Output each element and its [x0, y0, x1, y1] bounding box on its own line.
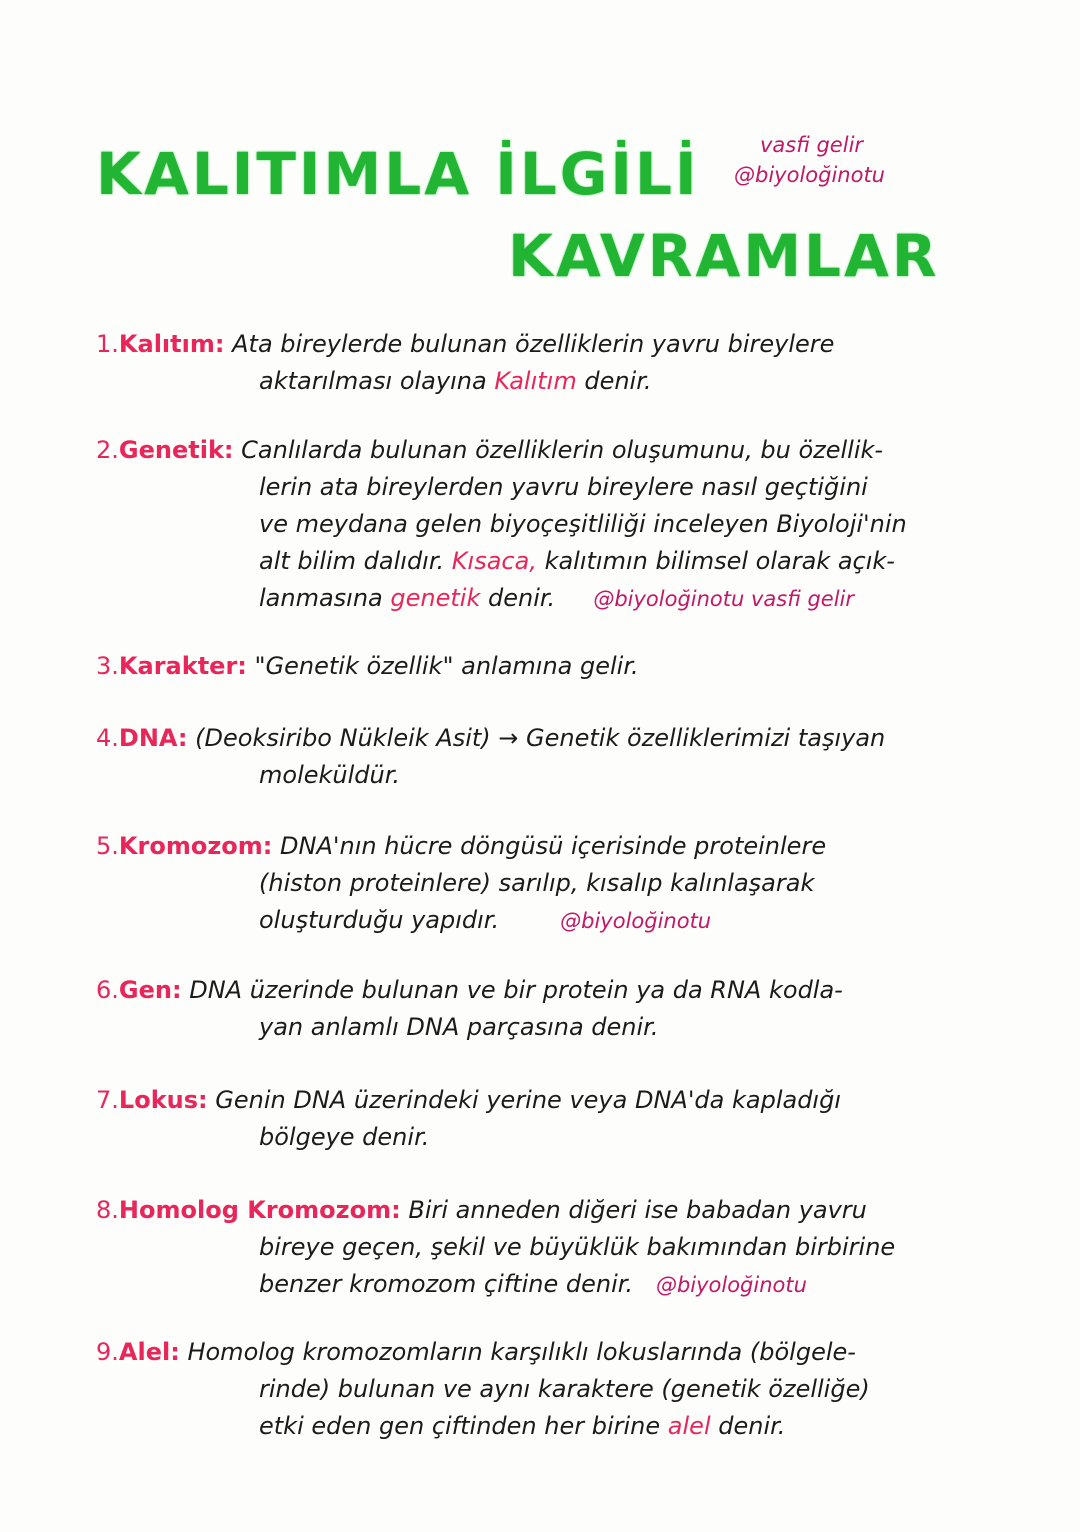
- page-title-line-1: KALITIMLA İLGİLİ: [96, 140, 700, 208]
- entry-dna: [96, 720, 1036, 794]
- entry-term: Genetik:: [118, 436, 234, 464]
- entry-lokus: [96, 1082, 1036, 1156]
- entry-number: 5.: [96, 832, 119, 860]
- entry-text: bireye geçen, şekil ve büyüklük bakımından birbirine: [259, 1233, 896, 1261]
- entry-text: oluşturduğu yapıdır.: [259, 906, 500, 934]
- highlight-term: alel: [667, 1412, 711, 1440]
- entry-text: bölgeye denir.: [259, 1123, 430, 1151]
- author-handle: @biyoloğinotu: [734, 163, 885, 187]
- entry-text: Genin DNA üzerindeki yerine veya DNA'da kapladığı: [215, 1086, 841, 1114]
- author-signature: [734, 130, 885, 190]
- entry-text: alt bilim dalıdır.: [259, 547, 445, 575]
- entry-number: 7.: [96, 1086, 119, 1114]
- entry-text: Ata bireylerde bulunan özelliklerin yavru bireylere: [232, 330, 835, 358]
- entry-number: 6.: [96, 976, 119, 1004]
- entry-number: 1.: [96, 330, 119, 358]
- entry-text: aktarılması olayına: [259, 367, 487, 395]
- entry-text: denir.: [584, 367, 652, 395]
- entry-text: kalıtımın bilimsel olarak açık-: [544, 547, 895, 575]
- highlight-term: genetik: [390, 584, 481, 612]
- entry-text: benzer kromozom çiftine denir.: [259, 1270, 634, 1298]
- entry-karakter: [96, 648, 1036, 685]
- entry-homolog-kromozom: [96, 1192, 1036, 1304]
- entry-text: lanmasına: [259, 584, 383, 612]
- entry-text: DNA üzerinde bulunan ve bir protein ya da RNA kodla-: [189, 976, 843, 1004]
- entry-text: "Genetik özellik" anlamına gelir.: [254, 652, 639, 680]
- entry-text: (histon proteinlere) sarılıp, kısalıp kalınlaşarak: [259, 869, 815, 897]
- entry-genetik: [96, 432, 1036, 618]
- entry-term: Alel:: [118, 1338, 180, 1366]
- entry-text: moleküldür.: [259, 761, 401, 789]
- entry-term: Gen:: [118, 976, 182, 1004]
- highlight-term: Kısaca,: [451, 547, 537, 575]
- watermark: @biyoloğinotu vasfi gelir: [593, 587, 855, 611]
- watermark: @biyoloğinotu: [655, 1273, 807, 1297]
- entry-kalitim: [96, 326, 1036, 400]
- entry-text: yan anlamlı DNA parçasına denir.: [259, 1013, 659, 1041]
- entry-term: Kalıtım:: [118, 330, 225, 358]
- entry-number: 2.: [96, 436, 119, 464]
- entry-text: DNA'nın hücre döngüsü içerisinde proteinlere: [280, 832, 827, 860]
- entry-term: Karakter:: [118, 652, 247, 680]
- watermark: @biyoloğinotu: [560, 909, 712, 933]
- entry-kromozom: [96, 828, 1036, 940]
- entry-text: denir.: [718, 1412, 786, 1440]
- entry-text: Biri anneden diğeri ise babadan yavru: [408, 1196, 867, 1224]
- entry-gen: [96, 972, 1036, 1046]
- page-title-line-2: KAVRAMLAR: [508, 222, 940, 290]
- highlight-term: Kalıtım: [494, 367, 577, 395]
- entry-text: Homolog kromozomların karşılıklı lokuslarında (bölgele-: [187, 1338, 856, 1366]
- entry-text: Canlılarda bulunan özelliklerin oluşumunu, bu özellik-: [241, 436, 884, 464]
- entry-term: DNA:: [118, 724, 188, 752]
- author-name: vasfi gelir: [760, 133, 864, 157]
- entry-number: 8.: [96, 1196, 119, 1224]
- entry-number: 3.: [96, 652, 119, 680]
- entry-alel: [96, 1334, 1036, 1445]
- entry-text: ve meydana gelen biyoçeşitliliği inceleyen Biyoloji'nin: [259, 510, 907, 538]
- entry-text: etki eden gen çiftinden her birine: [259, 1412, 661, 1440]
- entry-text: denir.: [488, 584, 556, 612]
- entry-text: (Deoksiribo Nükleik Asit) → Genetik özelliklerimizi taşıyan: [195, 724, 886, 752]
- entry-term: Lokus:: [118, 1086, 208, 1114]
- entry-text: rinde) bulunan ve aynı karaktere (genetik özelliğe): [259, 1375, 870, 1403]
- entry-text: lerin ata bireylerden yavru bireylere nasıl geçtiğini: [259, 473, 868, 501]
- entry-term: Homolog Kromozom:: [118, 1196, 401, 1224]
- entry-number: 4.: [96, 724, 119, 752]
- entry-number: 9.: [96, 1338, 119, 1366]
- entry-term: Kromozom:: [118, 832, 273, 860]
